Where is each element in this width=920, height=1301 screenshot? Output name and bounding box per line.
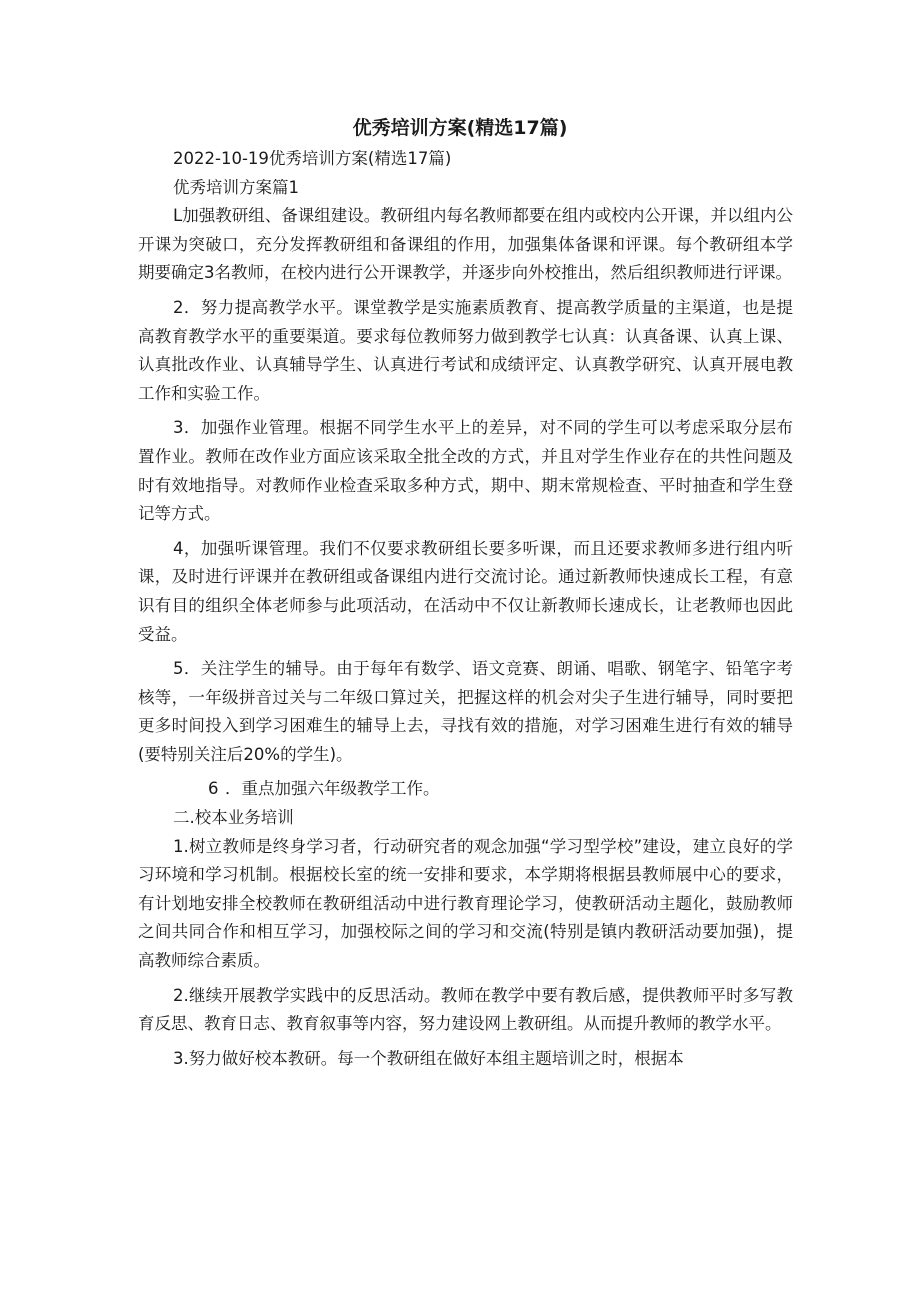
document-date-line: 2022-10-19优秀培训方案(精选17篇) (173, 149, 452, 168)
item-number: 6 (208, 779, 219, 799)
paragraph: 2．努力提高教学水平。课堂教学是实施素质教育、提高教学质量的主渠道，也是提高教育教学水平的重要渠道。要求每位教师努力做到教学七认真：认真备课、认真上课、认真批改作业、认真辅导学生、认真进行考试和成绩评定、认真教学研究、认真开展电教工作和实验工作。 (138, 297, 793, 403)
document-body (138, 145, 793, 1073)
paragraph (138, 775, 793, 804)
paragraph: 4，加强听课管理。我们不仅要求教研组长要多听课，而且还要求教师多进行组内听课，及时进行评课并在教研组或备课组内进行交流讨论。通过新教师快速成长工程，有意识有目的组织全体老师参与此项活动，在活动中不仅让新教师长速成长，让老教师也因此受益。 (138, 538, 793, 644)
section-heading-2: 二.校本业务培训 (173, 808, 294, 828)
paragraph: 5．关注学生的辅导。由于每年有数学、语文竞赛、朗诵、唱歌、钢笔字、铅笔字考核等，一年级拼音过关与二年级口算过关，把握这样的机会对尖子生进行辅导，同时要把更多时间投入到学习困难生的辅导上去，寻找有效的措施，对学习困难生进行有效的辅导(要特别关注后20%的学生)。 (138, 659, 793, 764)
paragraph: L加强教研组、备课组建设。教研组内每名教师都要在组内或校内公开课，并以组内公开课为突破口，充分发挥教研组和备课组的作用，加强集体备课和评课。每个教研组本学期要确定3名教师，在校内进行公开课教学，并逐步向外校推出，然后组织教师进行评课。 (138, 206, 793, 283)
section-heading-1: 优秀培训方案篇1 (173, 177, 299, 197)
document-title: 优秀培训方案(精选17篇) (352, 117, 568, 139)
paragraph: 2.继续开展教学实践中的反思活动。教师在教学中要有教后感，提供教师平时多写教育反思、教育日志、教育叙事等内容，努力建设网上教研组。从而提升教师的教学水平。 (138, 985, 793, 1034)
paragraph: 3.努力做好校本教研。每一个教研组在做好本组主题培训之时，根据本 (173, 1048, 684, 1068)
item-text: ．重点加强六年级教学工作。 (225, 779, 440, 799)
paragraph: 3．加强作业管理。根据不同学生水平上的差异，对不同的学生可以考虑采取分层布置作业。教师在改作业方面应该采取全批全改的方式，并且对学生作业存在的共性问题及时有效地指导。对教师作业检查采取多种方式，期中、期末常规检查、平时抽查和学生登记等方式。 (138, 418, 793, 524)
paragraph: 1.树立教师是终身学习者，行动研究者的观念加强“学习型学校”建设，建立良好的学习环境和学习机制。根据校长室的统一安排和要求，本学期将根据县教师展中心的要求，有计划地安排全校教师在教研组活动中进行教育理论学习，使教研活动主题化，鼓励教师之间共同合作和相互学习，加强校际之间的学习和交流(特别是镇内教研活动要加强)，提高教师综合素质。 (138, 836, 793, 971)
